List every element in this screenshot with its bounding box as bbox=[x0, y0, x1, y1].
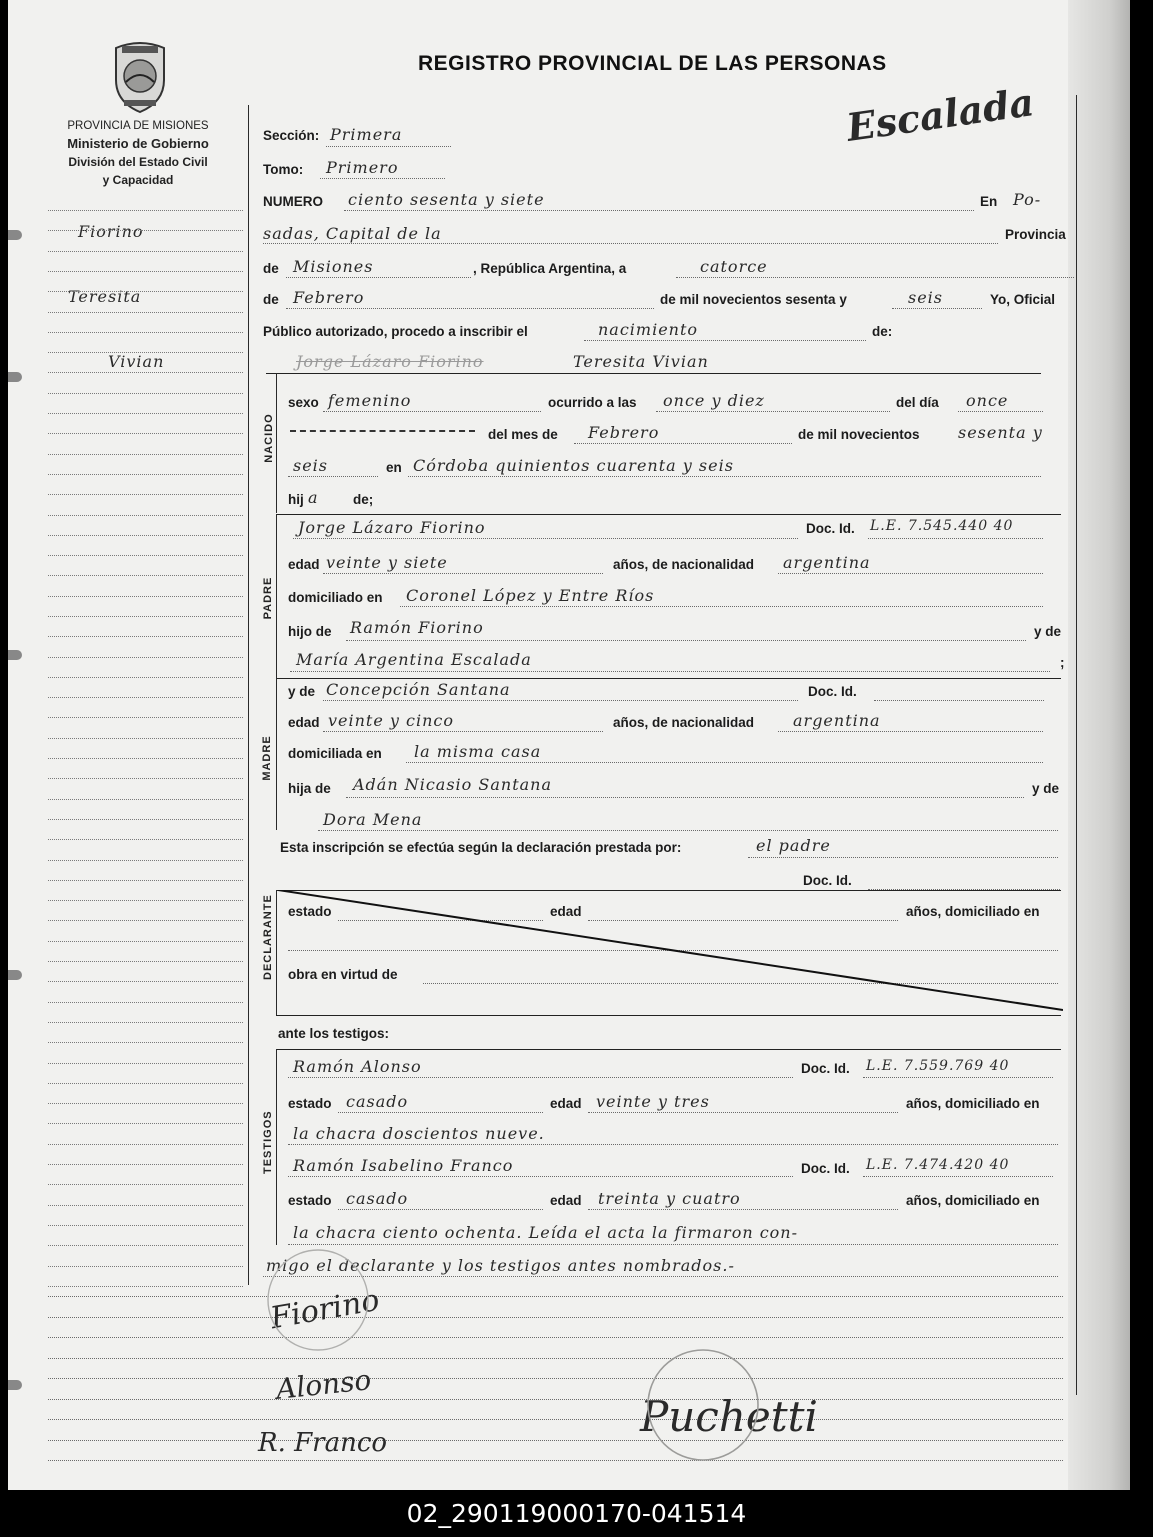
testigo1-doc-value: L.E. 7.559.769 40 bbox=[866, 1058, 1010, 1074]
signature-father: Fiorino bbox=[267, 1282, 383, 1337]
padre-name: Jorge Lázaro Fiorino bbox=[298, 518, 486, 537]
binding-hole bbox=[8, 230, 22, 240]
provincia-value: Misiones bbox=[293, 257, 374, 276]
margin-rule-line bbox=[48, 1184, 243, 1185]
padre-dom-label: domiciliado en bbox=[288, 590, 383, 605]
declarante-anos-label: años, domiciliado en bbox=[906, 904, 1040, 919]
signature-witness-2: R. Franco bbox=[258, 1428, 388, 1458]
margin-signature: Escalada bbox=[843, 79, 1037, 150]
margin-second-name: Vivian bbox=[108, 352, 165, 371]
en-value-2: sadas, Capital de la bbox=[263, 224, 442, 243]
margin-rule-line bbox=[48, 454, 243, 455]
en-label: En bbox=[980, 194, 998, 209]
testigo2-name: Ramón Isabelino Franco bbox=[293, 1156, 514, 1175]
margin-rule-line bbox=[48, 657, 243, 658]
testigos-section-label: TESTIGOS bbox=[262, 1110, 274, 1174]
declarante-edad-label: edad bbox=[550, 904, 582, 919]
margin-rule-line bbox=[48, 778, 243, 779]
margin-rule-line bbox=[48, 230, 243, 231]
margin-rule-line bbox=[48, 1205, 243, 1206]
madre-nac-label: años, de nacionalidad bbox=[613, 715, 755, 730]
republica-label: , República Argentina, a bbox=[473, 261, 627, 276]
bottom-rule-line bbox=[48, 1317, 1063, 1318]
margin-rule-line bbox=[48, 251, 243, 252]
bottom-rule-line bbox=[48, 1399, 1063, 1400]
lugar-value: Córdoba quinientos cuarenta y seis bbox=[413, 456, 734, 475]
madre-name: Concepción Santana bbox=[326, 680, 511, 699]
margin-rule-line bbox=[48, 372, 243, 373]
coat-of-arms-icon bbox=[108, 38, 172, 114]
margin-rule-line bbox=[48, 1266, 243, 1267]
testigo1-edad-label: edad bbox=[550, 1096, 582, 1111]
declarante-doc-label: Doc. Id. bbox=[803, 873, 852, 888]
declaracion-value: el padre bbox=[756, 836, 831, 855]
margin-rule-line bbox=[48, 920, 243, 921]
right-border bbox=[1076, 95, 1077, 1395]
madre-hija-value: Adán Nicasio Santana bbox=[353, 775, 553, 794]
declarante-obra-label: obra en virtud de bbox=[288, 967, 398, 982]
padre-madre-value: María Argentina Escalada bbox=[296, 650, 532, 669]
padre-edad-value: veinte y siete bbox=[326, 553, 448, 572]
dia-nac-value: once bbox=[966, 391, 1009, 410]
footer-code: 02_290119000170-041514 bbox=[0, 1490, 1153, 1537]
delmes-label: del mes de bbox=[488, 427, 558, 442]
padre-section-label: PADRE bbox=[262, 576, 274, 620]
margin-rule-line bbox=[48, 535, 243, 536]
testigo1-dom-value: la chacra doscientos nueve. bbox=[293, 1124, 545, 1143]
margin-rule-line bbox=[48, 1042, 243, 1043]
margin-rule-line bbox=[48, 961, 243, 962]
declarante-estado-label: estado bbox=[288, 904, 332, 919]
mil-nac-label: de mil novecientos bbox=[798, 427, 920, 442]
padre-hijo-value: Ramón Fiorino bbox=[350, 618, 484, 637]
padre-nac-label: años, de nacionalidad bbox=[613, 557, 755, 572]
madre-dom-value: la misma casa bbox=[414, 742, 542, 761]
bottom-rule-line bbox=[48, 1358, 1063, 1359]
numero-label: NUMERO bbox=[263, 194, 323, 209]
signature-official: Puchetti bbox=[640, 1392, 818, 1441]
nacido-section-label: NACIDO bbox=[263, 413, 275, 463]
margin-rule-line bbox=[48, 596, 243, 597]
testigo1-name: Ramón Alonso bbox=[293, 1057, 422, 1076]
margin-rule-line bbox=[48, 352, 243, 353]
margin-surname: Fiorino bbox=[78, 222, 144, 241]
margin-rule-line bbox=[48, 941, 243, 942]
madre-doc-label: Doc. Id. bbox=[808, 684, 857, 699]
declarante-section-label: DECLARANTE bbox=[262, 894, 274, 980]
tomo-value: Primero bbox=[326, 158, 399, 177]
dia-value: catorce bbox=[700, 257, 768, 276]
blank-dash-line bbox=[290, 430, 475, 440]
margin-rule-line bbox=[48, 819, 243, 820]
margin-rule-line bbox=[48, 393, 243, 394]
margin-rule-line bbox=[48, 677, 243, 678]
padre-nac-value: argentina bbox=[783, 553, 871, 572]
testigo2-dom-value: la chacra ciento ochenta. Leída el acta la firmaron con- bbox=[293, 1223, 799, 1242]
madre-yde2-label: y de bbox=[1032, 781, 1060, 796]
hij-suffix: a bbox=[308, 488, 319, 507]
margin-rule-line bbox=[48, 717, 243, 718]
margin-rule-line bbox=[48, 210, 243, 211]
madre-edad-label: edad bbox=[288, 715, 320, 730]
testigo2-estado-value: casado bbox=[346, 1189, 409, 1208]
padre-semicolon: ; bbox=[1060, 655, 1065, 670]
testigo2-doc-label: Doc. Id. bbox=[801, 1161, 850, 1176]
margin-rule-line bbox=[48, 636, 243, 637]
margin-rule-line bbox=[48, 474, 243, 475]
struck-name: Jorge Lázaro Fiorino bbox=[296, 352, 484, 371]
binding-hole bbox=[8, 1380, 22, 1390]
madre-nac-value: argentina bbox=[793, 711, 881, 730]
margin-rule-line bbox=[48, 291, 243, 292]
anio-nac-value-2: seis bbox=[293, 456, 329, 475]
mes-nac-value: Febrero bbox=[588, 423, 660, 442]
margin-rule-line bbox=[48, 880, 243, 881]
margin-rule-line bbox=[48, 738, 243, 739]
margin-rule-line bbox=[48, 312, 243, 313]
mes-value: Febrero bbox=[293, 288, 365, 307]
margin-rule-line bbox=[48, 271, 243, 272]
margin-rule-line bbox=[48, 1002, 243, 1003]
testigo1-doc-label: Doc. Id. bbox=[801, 1061, 850, 1076]
anio-value: seis bbox=[908, 288, 944, 307]
margin-rule-line bbox=[48, 515, 243, 516]
margin-rule-line bbox=[48, 839, 243, 840]
mil-label: de mil novecientos sesenta y bbox=[660, 292, 847, 307]
oficial-label: Yo, Oficial bbox=[990, 292, 1056, 307]
madre-section-label: MADRE bbox=[261, 735, 273, 781]
margin-rule-line bbox=[48, 1144, 243, 1145]
closing-text: migo el declarante y los testigos antes nombrados.- bbox=[266, 1256, 735, 1275]
provincia-label: Provincia bbox=[1005, 227, 1066, 242]
anio-nac-value-1: sesenta y bbox=[958, 423, 1043, 442]
margin-rule-line bbox=[48, 1103, 243, 1104]
tomo-label: Tomo: bbox=[263, 162, 304, 177]
margin-rule-line bbox=[48, 860, 243, 861]
ocurrido-label: ocurrido a las bbox=[548, 395, 637, 410]
binding-hole bbox=[8, 970, 22, 980]
testigo2-edad-value: treinta y cuatro bbox=[598, 1189, 741, 1208]
margin-first-name: Teresita bbox=[68, 287, 142, 306]
margin-rule-line bbox=[48, 1123, 243, 1124]
de3-label: de: bbox=[872, 324, 893, 339]
office-province: PROVINCIA DE MISIONES bbox=[67, 120, 209, 132]
bottom-rule-line bbox=[48, 1440, 1063, 1441]
deldia-label: del día bbox=[896, 395, 939, 410]
hij-label: hij bbox=[288, 492, 304, 507]
office-ministry: Ministerio de Gobierno bbox=[67, 136, 209, 151]
testigos-ante-label: ante los testigos: bbox=[278, 1026, 390, 1041]
bottom-rule-line bbox=[48, 1460, 1063, 1461]
margin-rule-line bbox=[48, 575, 243, 576]
margin-rule-line bbox=[48, 900, 243, 901]
seccion-value: Primera bbox=[330, 125, 403, 144]
margin-rule-line bbox=[48, 413, 243, 414]
margin-rule-line bbox=[48, 1063, 243, 1064]
madre-dom-label: domiciliada en bbox=[288, 746, 382, 761]
madre-edad-value: veinte y cinco bbox=[328, 711, 455, 730]
acto-value: nacimiento bbox=[598, 320, 699, 339]
margin-rule-line bbox=[48, 697, 243, 698]
signature-witness-1: Alonso bbox=[274, 1363, 373, 1406]
margin-rule-line bbox=[48, 758, 243, 759]
nacido-name: Teresita Vivian bbox=[573, 352, 709, 371]
page-edge-shadow bbox=[1068, 0, 1130, 1490]
padre-dom-value: Coronel López y Entre Ríos bbox=[406, 586, 655, 605]
madre-yde-label: y de bbox=[288, 684, 316, 699]
testigo2-doc-value: L.E. 7.474.420 40 bbox=[866, 1157, 1010, 1173]
padre-edad-label: edad bbox=[288, 557, 320, 572]
margin-rule-line bbox=[48, 1286, 243, 1287]
hora-value: once y diez bbox=[663, 391, 765, 410]
madre-madre-value: Dora Mena bbox=[323, 810, 423, 829]
document-page bbox=[8, 0, 1130, 1490]
margin-rule-line bbox=[48, 1022, 243, 1023]
margin-rule-line bbox=[48, 799, 243, 800]
hij-de-label: de; bbox=[353, 492, 374, 507]
margin-rule-line bbox=[48, 433, 243, 434]
de2-label: de bbox=[263, 292, 279, 307]
office-capacity: y Capacidad bbox=[102, 173, 174, 187]
margin-rule-line bbox=[48, 1164, 243, 1165]
margin-rule-line bbox=[48, 981, 243, 982]
bottom-rule-line bbox=[48, 1378, 1063, 1379]
document-title: REGISTRO PROVINCIAL DE LAS PERSONAS bbox=[418, 52, 887, 75]
padre-yde-label: y de bbox=[1034, 624, 1062, 639]
margin-rule-line bbox=[48, 494, 243, 495]
declarante-strike-line bbox=[278, 890, 1063, 1016]
office-division: División del Estado Civil bbox=[68, 155, 208, 169]
padre-doc-value: L.E. 7.545.440 40 bbox=[870, 518, 1014, 534]
bottom-rule-line bbox=[48, 1419, 1063, 1420]
publico-label: Público autorizado, procedo a inscribir el bbox=[263, 324, 528, 339]
testigo1-estado-label: estado bbox=[288, 1096, 332, 1111]
margin-rule-line bbox=[48, 616, 243, 617]
numero-value: ciento sesenta y siete bbox=[348, 190, 545, 209]
testigo2-edad-label: edad bbox=[550, 1193, 582, 1208]
testigo2-estado-label: estado bbox=[288, 1193, 332, 1208]
testigo1-anos-label: años, domiciliado en bbox=[906, 1096, 1040, 1111]
seccion-label: Sección: bbox=[263, 128, 320, 143]
margin-divider bbox=[248, 105, 249, 1285]
bottom-rule-line bbox=[48, 1337, 1063, 1338]
sexo-label: sexo bbox=[288, 395, 319, 410]
en-value-1: Po- bbox=[1013, 190, 1042, 209]
bottom-rule-line bbox=[48, 1296, 1063, 1297]
official-seal-icon bbox=[258, 1245, 378, 1355]
madre-hija-label: hija de bbox=[288, 781, 331, 796]
margin-rule-line bbox=[48, 555, 243, 556]
margin-rule-line bbox=[48, 332, 243, 333]
official-seal-icon bbox=[638, 1345, 768, 1465]
margin-rule-line bbox=[48, 1245, 243, 1246]
margin-rule-line bbox=[48, 1083, 243, 1084]
en-nac-label: en bbox=[386, 460, 402, 475]
margin-rule-line bbox=[48, 1225, 243, 1226]
padre-doc-label: Doc. Id. bbox=[806, 521, 855, 536]
binding-hole bbox=[8, 650, 22, 660]
testigo1-edad-value: veinte y tres bbox=[596, 1092, 710, 1111]
testigo2-anos-label: años, domiciliado en bbox=[906, 1193, 1040, 1208]
testigo1-estado-value: casado bbox=[346, 1092, 409, 1111]
de-label: de bbox=[263, 261, 279, 276]
binding-hole bbox=[8, 372, 22, 382]
declaracion-label: Esta inscripción se efectúa según la declaración prestada por: bbox=[280, 840, 682, 855]
sexo-value: femenino bbox=[328, 391, 412, 410]
padre-hijo-label: hijo de bbox=[288, 624, 332, 639]
